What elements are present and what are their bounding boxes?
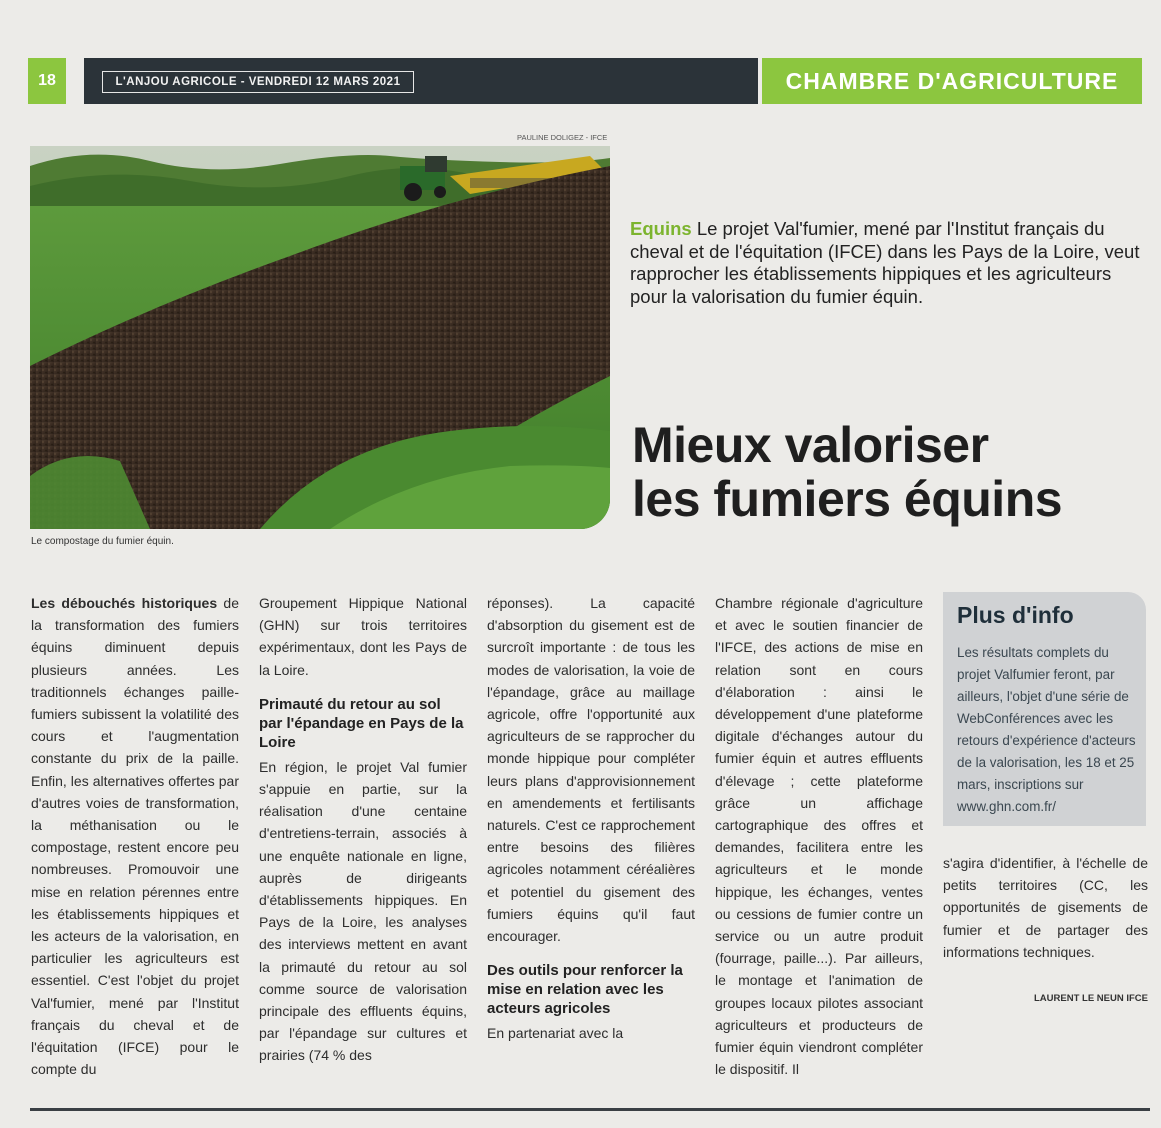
column-2 xyxy=(259,592,467,1067)
info-box-text: Les résultats complets du projet Valfumier feront, par ailleurs, l'objet d'une série de WebConférences avec les retours d'expérience d'acteurs de la valorisation, les 18 et 25 mars, inscriptions sur www.ghn.com.fr/ xyxy=(957,645,1136,814)
col3-text-2: En partenariat avec la xyxy=(487,1025,624,1042)
col2-text-2: En région, le projet Val fumier s'appuie en partie, sur la réalisation d'une centaine d'entretiens-terrain, associés à une enquête nationale en ligne, auprès de dirigeants d'établissements hippiques. En Pays de la Loire, les analyses des interviews mettent en avant la primauté du retour au sol comme source de valorisation principale des effluents équins, par l'épandage sur cultures et prairies (74 % des xyxy=(259,758,467,1064)
page-number: 18 xyxy=(28,58,66,104)
publication-date: L'ANJOU AGRICOLE - VENDREDI 12 MARS 2021 xyxy=(102,71,414,93)
column-1 xyxy=(31,592,239,1080)
intro-text: Le projet Val'fumier, mené par l'Institut français du cheval et de l'équitation (IFCE) dans les Pays de la Loire, veut rapprocher les établissements hippiques et les agriculteurs pour la valorisation du fumier équin. xyxy=(630,218,1140,307)
article-photo xyxy=(30,146,610,529)
column-3 xyxy=(487,592,695,1044)
info-box xyxy=(943,592,1146,826)
column-5: s'agira d'identifier, à l'échelle de petits territoires (CC, les opportunités de gisements de fumier et de partager des informations techniques. xyxy=(943,855,1148,960)
photo-credit: PAULINE DOLIGEZ - IFCE xyxy=(517,133,608,142)
info-box-title: Plus d'info xyxy=(957,602,1074,628)
photo-caption: Le compostage du fumier équin. xyxy=(31,536,174,547)
col1-text: de la transformation des fumiers équins diminuent depuis plusieurs années. Les traditionnels échanges paille-fumiers subissent la volatilité des cours et l'augmentation constante du prix de la paille. Enfin, les alternatives offertes par d'autres voies de transformation, la méthanisation ou le compostage, restent encore peu nombreuses. Promouvoir une mise en relation pérennes entre les établissements hippiques et les acteurs de la valorisation, en particulier les agriculteurs est essentiel. C'est l'objet du projet Val'fumier, mené par l'Institut français du cheval et de l'équitation (IFCE) pour le compte du xyxy=(31,595,239,1078)
col4-text: Chambre régionale d'agriculture et avec le soutien financier de l'IFCE, des actions de mise en relation sont en cours d'élaboration : ainsi le développement d'une plateforme digitale d'échanges autour du fumier équin et autres effluents d'élevage ; cette plateforme grâce un affichage cartographique des offres et demandes, facilitera entre les agriculteurs et le monde hippique, les échanges, ventes ou cessions de fumier contre un service ou un autre produit (fourrage, paille...). Par ailleurs, le montage et l'animation de groupes locaux pilotes associant agriculteurs et producteurs de fumier équin viendront compléter le dispositif. Il xyxy=(715,595,923,1078)
title-line-2: les fumiers équins xyxy=(632,471,1063,527)
article-intro xyxy=(630,218,1145,308)
intro-kicker: Equins xyxy=(630,218,692,239)
col3-text-1: réponses). La capacité d'absorption du gisement est de surcroît importante : de tous les modes de valorisation, la voie de l'épandage, grâce au maillage agricole, offre l'opportunité aux agriculteurs de se rapprocher du monde hippique pour compléter leurs plans d'approvisionnement en amendements et fertilisants naturels. C'est ce rapprochement entre besoins des filières agricoles notamment céréalières et potentiel du gisement des fumiers équins qu'il faut encourager. xyxy=(487,595,695,945)
col1-lead: Les débouchés historiques xyxy=(31,595,218,611)
bottom-rule xyxy=(30,1108,1150,1111)
title-line-1: Mieux valoriser xyxy=(632,417,989,473)
section-title: CHAMBRE D'AGRICULTURE xyxy=(762,58,1142,104)
col2-heading: Primauté du retour au sol par l'épandage en Pays de la Loire xyxy=(259,695,464,751)
col3-heading: Des outils pour renforcer la mise en relation avec les acteurs agricoles xyxy=(487,962,683,1018)
col2-text-1: Groupement Hippique National (GHN) sur trois territoires expérimentaux, dont les Pays de la Loire. xyxy=(259,595,467,678)
column-4 xyxy=(715,592,923,1080)
header-bar xyxy=(84,58,758,104)
article-title xyxy=(632,418,1157,526)
author-signature: LAURENT LE NEUN IFCE xyxy=(1034,993,1148,1004)
